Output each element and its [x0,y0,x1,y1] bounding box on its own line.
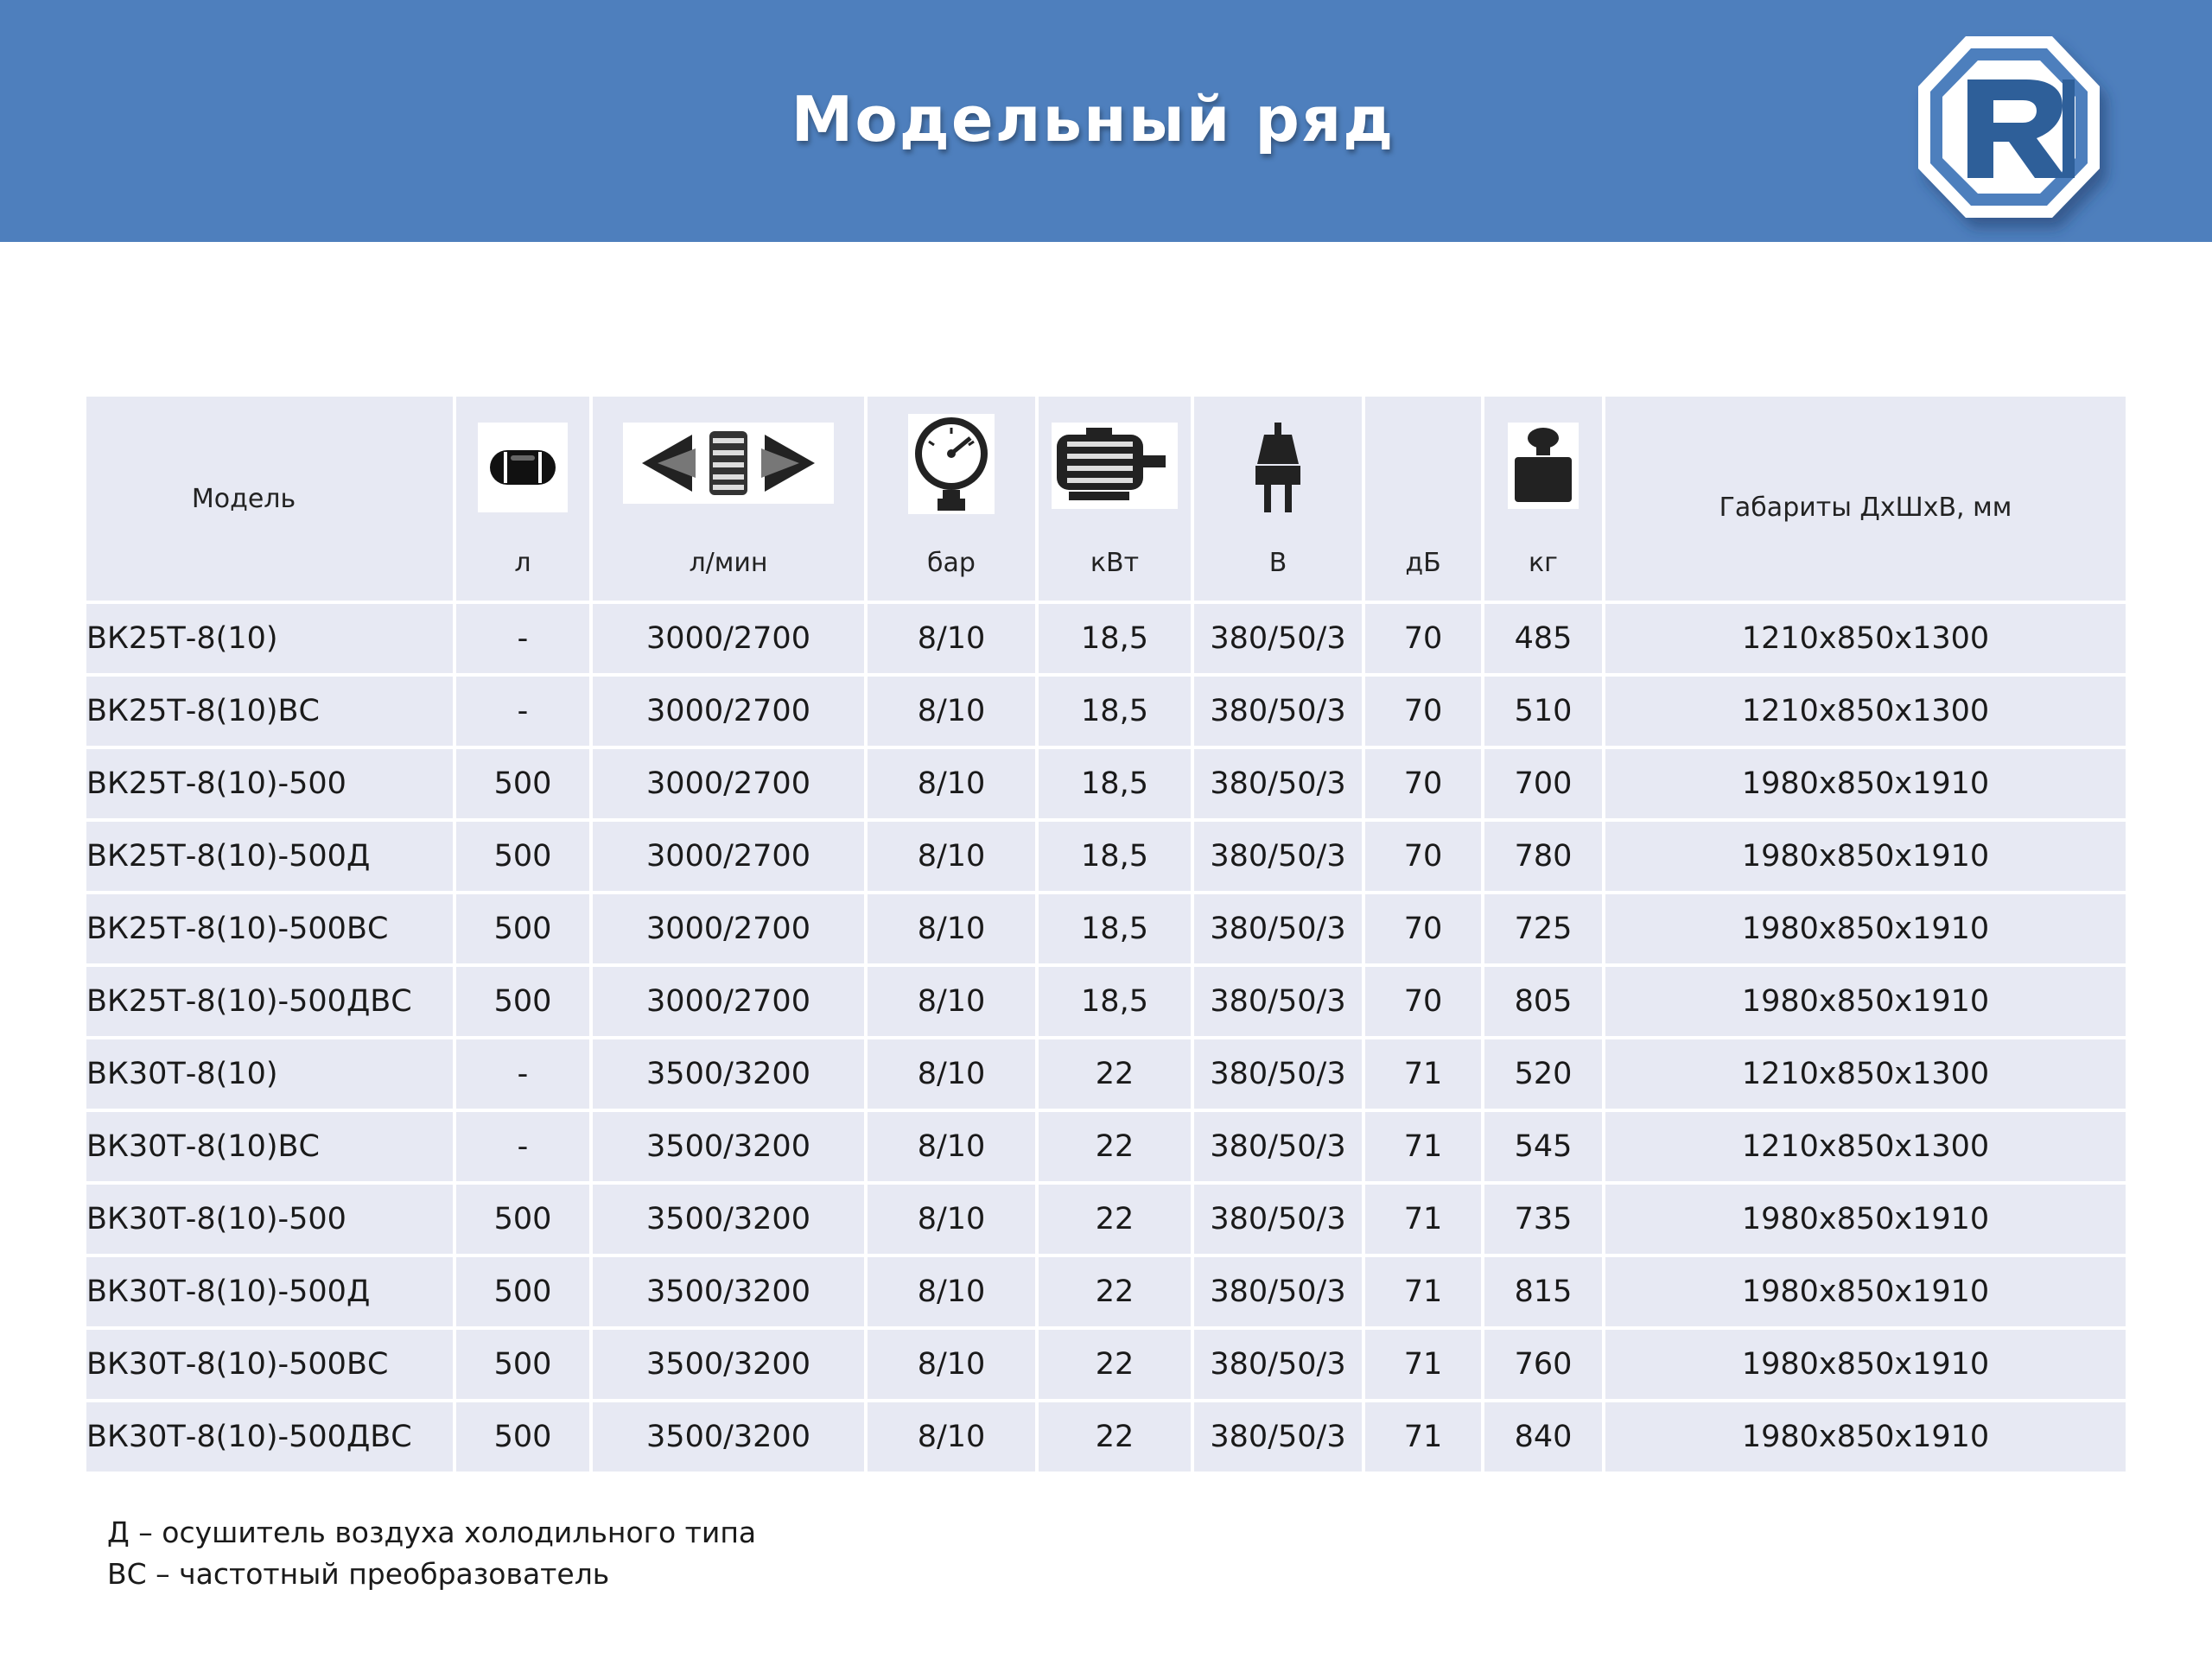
cell-weight: 510 [1484,677,1605,749]
column-header-pressure: бар [868,397,1039,604]
cell-weight: 805 [1484,967,1605,1039]
table-row [86,1257,2126,1330]
cell-voltage: 380/50/3 [1194,1039,1365,1112]
cell-volume: 500 [456,822,593,894]
table-header-row [86,397,2126,604]
weight-icon [1508,423,1579,509]
cell-dims: 1980x850x1910 [1605,1185,2126,1257]
table-body [86,604,2126,1475]
cell-noise: 71 [1365,1039,1484,1112]
cell-volume: - [456,677,593,749]
cell-pressure: 8/10 [868,1257,1039,1330]
cell-pressure: 8/10 [868,677,1039,749]
cell-voltage: 380/50/3 [1194,894,1365,967]
cell-weight: 735 [1484,1185,1605,1257]
cell-power: 22 [1039,1257,1194,1330]
cell-power: 22 [1039,1402,1194,1475]
cell-model: ВК25Т-8(10) [86,604,456,677]
table-row [86,894,2126,967]
pressure-gauge-icon [908,414,995,514]
cell-pressure: 8/10 [868,894,1039,967]
table-row [86,604,2126,677]
column-header-model: Модель [86,397,456,604]
cell-volume: 500 [456,967,593,1039]
cell-power: 22 [1039,1330,1194,1402]
cell-flow: 3000/2700 [593,677,868,749]
cell-flow: 3500/3200 [593,1330,868,1402]
cell-voltage: 380/50/3 [1194,1185,1365,1257]
cell-weight: 815 [1484,1257,1605,1330]
cell-flow: 3500/3200 [593,1185,868,1257]
cell-volume: 500 [456,1185,593,1257]
cell-noise: 70 [1365,822,1484,894]
cell-power: 18,5 [1039,677,1194,749]
cell-flow: 3000/2700 [593,604,868,677]
table-row [86,1185,2126,1257]
cell-dims: 1980x850x1910 [1605,822,2126,894]
cell-voltage: 380/50/3 [1194,967,1365,1039]
cell-pressure: 8/10 [868,1039,1039,1112]
table-row [86,677,2126,749]
cell-power: 22 [1039,1185,1194,1257]
table-row [86,1112,2126,1185]
model-range-table [86,397,2126,1475]
cell-dims: 1980x850x1910 [1605,749,2126,822]
cell-weight: 725 [1484,894,1605,967]
cell-noise: 70 [1365,677,1484,749]
column-header-power: кВт [1039,397,1194,604]
cell-weight: 760 [1484,1330,1605,1402]
cell-flow: 3000/2700 [593,967,868,1039]
cell-voltage: 380/50/3 [1194,604,1365,677]
model-range-table-wrapper [86,397,2126,1475]
cell-model: ВК30Т-8(10)-500Д [86,1257,456,1330]
cell-volume: 500 [456,749,593,822]
column-header-noise: дБ [1365,397,1484,604]
cell-noise: 71 [1365,1112,1484,1185]
table-row [86,1402,2126,1475]
cell-power: 22 [1039,1039,1194,1112]
cell-flow: 3000/2700 [593,894,868,967]
cell-flow: 3000/2700 [593,822,868,894]
cell-voltage: 380/50/3 [1194,822,1365,894]
cell-noise: 71 [1365,1257,1484,1330]
company-logo-icon [1905,26,2130,251]
cell-model: ВК30Т-8(10)-500ДВС [86,1402,456,1475]
column-header-dims: Габариты ДхШхВ, мм [1605,397,2126,604]
cell-volume: 500 [456,1257,593,1330]
table-row [86,822,2126,894]
cell-pressure: 8/10 [868,967,1039,1039]
cell-dims: 1980x850x1910 [1605,967,2126,1039]
cell-weight: 485 [1484,604,1605,677]
cell-model: ВК25Т-8(10)ВС [86,677,456,749]
cell-model: ВК30Т-8(10) [86,1039,456,1112]
cell-voltage: 380/50/3 [1194,1112,1365,1185]
cell-volume: 500 [456,894,593,967]
cell-pressure: 8/10 [868,749,1039,822]
cell-flow: 3500/3200 [593,1112,868,1185]
table-row [86,1039,2126,1112]
receiver-tank-icon [478,423,568,512]
cell-model: ВК30Т-8(10)ВС [86,1112,456,1185]
cell-pressure: 8/10 [868,1112,1039,1185]
cell-volume: - [456,1112,593,1185]
cell-voltage: 380/50/3 [1194,749,1365,822]
cell-pressure: 8/10 [868,604,1039,677]
page-title: Модельный ряд [791,83,1395,156]
cell-model: ВК30Т-8(10)-500 [86,1185,456,1257]
cell-flow: 3500/3200 [593,1402,868,1475]
cell-noise: 70 [1365,749,1484,822]
cell-noise: 71 [1365,1185,1484,1257]
cell-voltage: 380/50/3 [1194,1402,1365,1475]
column-header-volume: л [456,397,593,604]
cell-power: 18,5 [1039,749,1194,822]
cell-voltage: 380/50/3 [1194,1330,1365,1402]
cell-voltage: 380/50/3 [1194,677,1365,749]
cell-dims: 1980x850x1910 [1605,1402,2126,1475]
cell-model: ВК25Т-8(10)-500Д [86,822,456,894]
cell-weight: 520 [1484,1039,1605,1112]
footnote-dryer: Д – осушитель воздуха холодильного типа [107,1516,757,1549]
cell-weight: 700 [1484,749,1605,822]
cell-volume: 500 [456,1330,593,1402]
cell-dims: 1210x850x1300 [1605,1039,2126,1112]
cell-power: 18,5 [1039,967,1194,1039]
column-header-flow: л/мин [593,397,868,604]
cell-flow: 3500/3200 [593,1257,868,1330]
cell-dims: 1980x850x1910 [1605,1257,2126,1330]
cell-model: ВК25Т-8(10)-500ДВС [86,967,456,1039]
table-row [86,967,2126,1039]
cell-noise: 70 [1365,894,1484,967]
cell-flow: 3500/3200 [593,1039,868,1112]
cell-pressure: 8/10 [868,822,1039,894]
footnotes [107,1512,756,1595]
cell-pressure: 8/10 [868,1402,1039,1475]
cell-model: ВК30Т-8(10)-500ВС [86,1330,456,1402]
column-header-weight: кг [1484,397,1605,604]
cell-dims: 1980x850x1910 [1605,894,2126,967]
cell-flow: 3000/2700 [593,749,868,822]
cell-volume: 500 [456,1402,593,1475]
table-row [86,1330,2126,1402]
cell-noise: 70 [1365,604,1484,677]
cell-dims: 1980x850x1910 [1605,1330,2126,1402]
cell-noise: 71 [1365,1330,1484,1402]
cell-weight: 840 [1484,1402,1605,1475]
cell-weight: 545 [1484,1112,1605,1185]
footnote-inverter: ВС – частотный преобразователь [107,1557,610,1591]
cell-weight: 780 [1484,822,1605,894]
cell-power: 18,5 [1039,894,1194,967]
cell-voltage: 380/50/3 [1194,1257,1365,1330]
cell-noise: 70 [1365,967,1484,1039]
cell-power: 22 [1039,1112,1194,1185]
cell-model: ВК25Т-8(10)-500ВС [86,894,456,967]
table-row [86,749,2126,822]
cell-dims: 1210x850x1300 [1605,1112,2126,1185]
screw-rotor-icon [623,423,834,504]
cell-power: 18,5 [1039,604,1194,677]
column-header-voltage: В [1194,397,1365,604]
cell-pressure: 8/10 [868,1330,1039,1402]
cell-model: ВК25Т-8(10)-500 [86,749,456,822]
cell-noise: 71 [1365,1402,1484,1475]
cell-volume: - [456,604,593,677]
power-plug-icon [1252,423,1304,514]
cell-volume: - [456,1039,593,1112]
cell-power: 18,5 [1039,822,1194,894]
header-banner [0,0,2212,242]
cell-pressure: 8/10 [868,1185,1039,1257]
electric-motor-icon [1052,423,1178,509]
cell-dims: 1210x850x1300 [1605,604,2126,677]
cell-dims: 1210x850x1300 [1605,677,2126,749]
